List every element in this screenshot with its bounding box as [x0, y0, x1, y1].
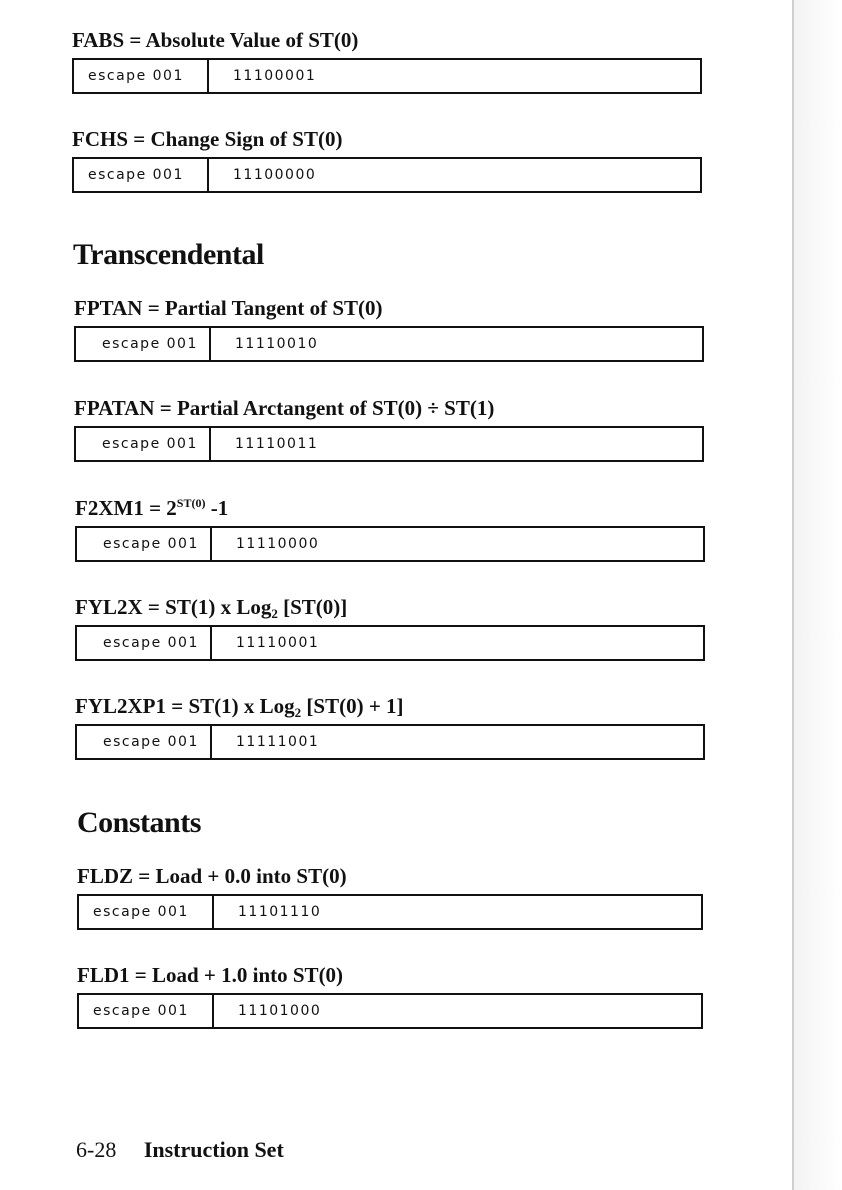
- formula-exponent: ST(0): [176, 496, 206, 510]
- opcode-bits: 11110001: [236, 635, 320, 651]
- opcode-bits: 11110011: [235, 436, 319, 452]
- mnemonic: FPATAN: [74, 396, 155, 420]
- instruction-title: [75, 595, 705, 621]
- description: Partial Arctangent of ST(0) ÷ ST(1): [176, 396, 495, 420]
- instruction-title: [77, 963, 707, 989]
- formula-post: [ST(0) + 1]: [301, 694, 404, 718]
- opcode-bits: 11100001: [233, 68, 317, 84]
- page-edge-shadow: [794, 0, 842, 1190]
- opcode-bits: 11101000: [238, 1003, 322, 1019]
- opcode-box: [72, 58, 702, 94]
- equals-sign: =: [124, 28, 146, 52]
- description: Partial Tangent of ST(0): [164, 296, 383, 320]
- opcode-box: [74, 326, 704, 362]
- description: Absolute Value of ST(0): [145, 28, 359, 52]
- description: Load + 1.0 into ST(0): [151, 963, 344, 987]
- opcode-bits: 11100000: [233, 167, 317, 183]
- instruction-f2xm1: [75, 496, 705, 562]
- instruction-title: [75, 694, 705, 720]
- instruction-fchs: [72, 127, 702, 193]
- formula-subscript: 2: [271, 606, 278, 621]
- opcode-escape: escape 001: [74, 159, 209, 191]
- opcode-box: [75, 526, 705, 562]
- equals-sign: =: [142, 296, 165, 320]
- opcode-escape: escape 001: [76, 428, 211, 460]
- description: Load + 0.0 into ST(0): [155, 864, 347, 888]
- instruction-title: [72, 127, 702, 153]
- instruction-title: [72, 28, 702, 54]
- equals-sign: =: [128, 127, 151, 151]
- page-footer: [76, 1137, 284, 1163]
- formula-subscript: 2: [294, 705, 302, 720]
- opcode-escape: escape 001: [77, 528, 212, 560]
- opcode-escape: escape 001: [74, 60, 209, 92]
- section-heading-transcendental: Transcendental: [73, 238, 264, 271]
- opcode-box: [77, 993, 703, 1029]
- formula-suffix: -1: [205, 496, 229, 520]
- instruction-title: [77, 864, 707, 890]
- mnemonic: FYL2XP1: [75, 694, 166, 718]
- instruction-title: [74, 296, 704, 322]
- instruction-fld1: [77, 963, 707, 1029]
- formula-pre: ST(1) x Log: [165, 595, 272, 619]
- opcode-bits: 11111001: [236, 734, 320, 750]
- mnemonic: FPTAN: [74, 296, 143, 320]
- description: Change Sign of ST(0): [150, 127, 343, 151]
- opcode-box: [72, 157, 702, 193]
- page-number: 6-28: [76, 1137, 117, 1162]
- opcode-escape: escape 001: [79, 896, 214, 928]
- opcode-escape: escape 001: [77, 627, 212, 659]
- mnemonic: FCHS: [72, 127, 129, 151]
- instruction-title: [74, 396, 704, 422]
- formula-base: 2: [166, 496, 177, 520]
- equals-sign: =: [166, 694, 189, 718]
- page-binding-edge: [792, 0, 794, 1190]
- opcode-escape: escape 001: [79, 995, 214, 1027]
- instruction-fpatan: [74, 396, 704, 462]
- equals-sign: =: [133, 864, 156, 888]
- opcode-box: [75, 625, 705, 661]
- mnemonic: F2XM1: [75, 496, 144, 520]
- equals-sign: =: [154, 396, 177, 420]
- opcode-box: [75, 724, 705, 760]
- instruction-fyl2x: [75, 595, 705, 661]
- opcode-bits: 11110010: [235, 336, 319, 352]
- formula-pre: ST(1) x Log: [188, 694, 295, 718]
- opcode-box: [77, 894, 703, 930]
- opcode-box: [74, 426, 704, 462]
- mnemonic: FABS: [72, 28, 125, 52]
- mnemonic: FLD1: [77, 963, 130, 987]
- mnemonic: FLDZ: [77, 864, 134, 888]
- opcode-escape: escape 001: [77, 726, 212, 758]
- equals-sign: =: [142, 595, 166, 619]
- mnemonic: FYL2X: [75, 595, 143, 619]
- instruction-title: [75, 496, 705, 522]
- instruction-fabs: [72, 28, 702, 94]
- instruction-fptan: [74, 296, 704, 362]
- opcode-escape: escape 001: [76, 328, 211, 360]
- formula-post: [ST(0)]: [277, 595, 348, 619]
- footer-title: Instruction Set: [143, 1137, 284, 1162]
- opcode-bits: 11110000: [236, 536, 320, 552]
- section-heading-constants: Constants: [77, 806, 201, 839]
- equals-sign: =: [143, 496, 167, 520]
- instruction-fldz: [77, 864, 707, 930]
- equals-sign: =: [129, 963, 152, 987]
- opcode-bits: 11101110: [238, 904, 322, 920]
- instruction-fyl2xp1: [75, 694, 705, 760]
